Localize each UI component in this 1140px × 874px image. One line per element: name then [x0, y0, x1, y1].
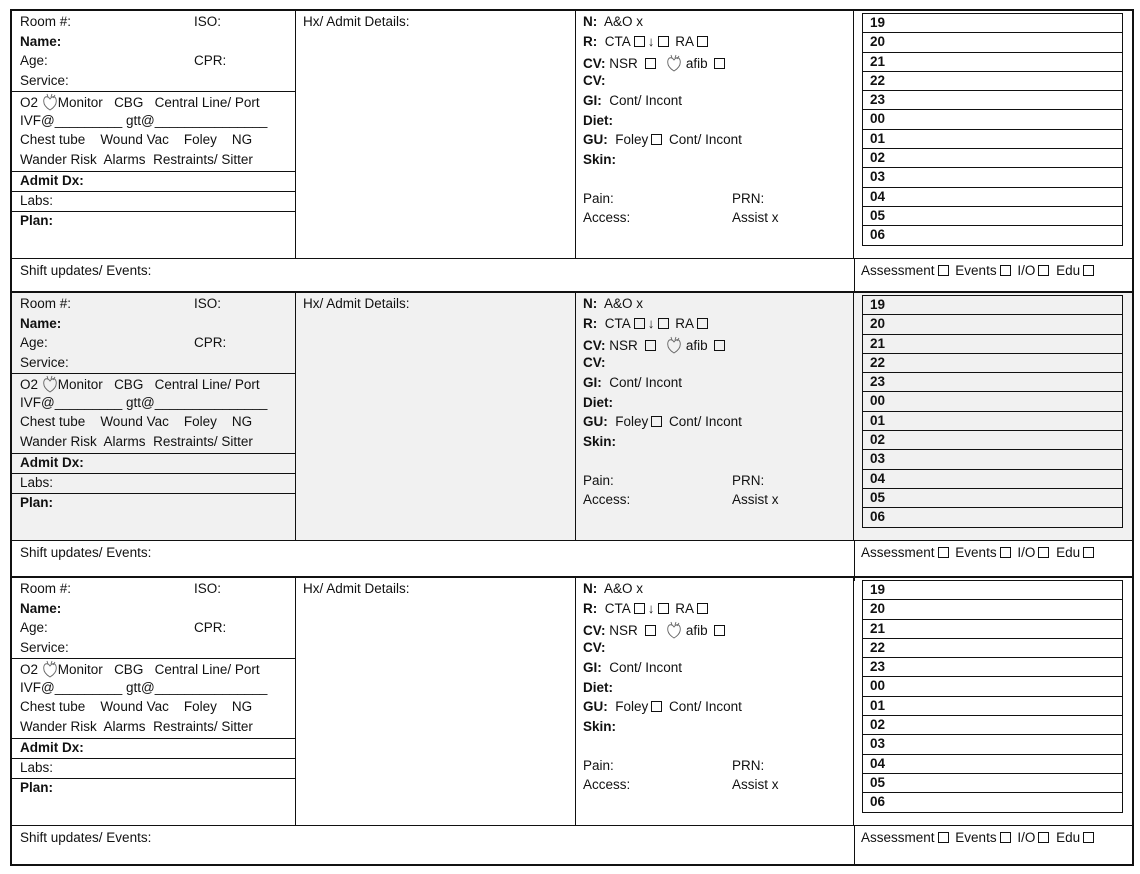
- access-label[interactable]: Access:: [583, 777, 631, 792]
- afib-checkbox[interactable]: [714, 625, 725, 636]
- plan-label[interactable]: Plan:: [20, 780, 54, 795]
- io-label: I/O: [1017, 263, 1036, 278]
- cta-label: CTA: [604, 601, 631, 616]
- wound-vac-label[interactable]: Wound Vac: [100, 132, 169, 147]
- down-arrow-icon: ↓: [647, 601, 655, 616]
- devices-row-4: [20, 719, 253, 735]
- age-label[interactable]: Age:: [20, 620, 48, 635]
- history-column[interactable]: [296, 293, 576, 540]
- cpr-label[interactable]: CPR:: [194, 335, 227, 350]
- gi-label: GI:: [583, 375, 602, 390]
- assessment-label: Assessment: [861, 263, 935, 278]
- patient-block-1: [12, 11, 1132, 293]
- ra-label: RA: [675, 316, 695, 331]
- shift-updates-label[interactable]: Shift updates/ Events:: [20, 545, 152, 560]
- plan-label[interactable]: Plan:: [20, 213, 54, 228]
- assist-label[interactable]: Assist x: [732, 210, 779, 225]
- hour-row-05[interactable]: 05: [862, 774, 1123, 793]
- devices-row-2: [20, 395, 267, 411]
- hour-row-01[interactable]: 01: [862, 412, 1123, 431]
- cpr-label[interactable]: CPR:: [194, 53, 227, 68]
- restraints-label[interactable]: Restraints/ Sitter: [153, 434, 253, 449]
- patient-info-column: [12, 11, 296, 258]
- divider: [854, 541, 855, 581]
- room-label[interactable]: Room #:: [20, 14, 72, 29]
- pain-label[interactable]: Pain:: [583, 191, 614, 206]
- hour-row-02[interactable]: 02: [862, 431, 1123, 450]
- divider: [12, 373, 295, 374]
- monitor-label[interactable]: Monitor: [57, 662, 103, 677]
- cpr-label[interactable]: CPR:: [194, 620, 227, 635]
- cta-checkbox[interactable]: [634, 603, 645, 614]
- divider: [854, 826, 855, 866]
- labs-label[interactable]: Labs:: [20, 193, 54, 208]
- central-line-label[interactable]: Central Line/ Port: [154, 377, 260, 392]
- afib-checkbox[interactable]: [714, 340, 725, 351]
- restraints-label[interactable]: Restraints/ Sitter: [153, 152, 253, 167]
- hour-row-01[interactable]: 01: [862, 130, 1123, 149]
- hour-row-06[interactable]: 06: [862, 508, 1123, 527]
- shift-checklist: [861, 263, 1097, 279]
- hour-row-23[interactable]: 23: [862, 373, 1123, 392]
- assist-label[interactable]: Assist x: [732, 492, 779, 507]
- service-label[interactable]: Service:: [20, 355, 69, 370]
- gu-foley-checkbox[interactable]: [651, 416, 662, 427]
- prn-label[interactable]: PRN:: [732, 473, 765, 488]
- ra-checkbox[interactable]: [697, 318, 708, 329]
- r-label: R:: [583, 316, 598, 331]
- patient-block-3: [12, 578, 1132, 864]
- divider: [12, 171, 295, 172]
- events-label: Events: [955, 545, 997, 560]
- patient-block-2: [12, 293, 1132, 578]
- hour-row-05[interactable]: 05: [862, 207, 1123, 226]
- hx-admit-details-label: Hx/ Admit Details:: [303, 296, 410, 311]
- gi-value[interactable]: Cont/ Incont: [609, 93, 683, 108]
- divider: [12, 191, 295, 192]
- restraints-label[interactable]: Restraints/ Sitter: [153, 719, 253, 734]
- chest-tube-label[interactable]: Chest tube: [20, 699, 86, 714]
- devices-row-2: [20, 680, 267, 696]
- labs-label[interactable]: Labs:: [20, 475, 54, 490]
- age-label[interactable]: Age:: [20, 335, 48, 350]
- hour-row-01[interactable]: 01: [862, 697, 1123, 716]
- cbg-label[interactable]: CBG: [114, 95, 144, 110]
- admit-dx-label[interactable]: Admit Dx:: [20, 173, 84, 188]
- gu-cont-value[interactable]: Cont/ Incont: [669, 414, 742, 429]
- hour-row-04[interactable]: 04: [862, 755, 1123, 774]
- hour-row-20[interactable]: 20: [862, 315, 1123, 334]
- heart-icon: [666, 621, 682, 639]
- assist-label[interactable]: Assist x: [732, 777, 779, 792]
- skin-label: Skin:: [583, 719, 617, 734]
- foley-label[interactable]: Foley: [183, 699, 217, 714]
- heart-icon: [42, 93, 58, 111]
- hour-row-03[interactable]: 03: [862, 450, 1123, 469]
- devices-row-3: [20, 699, 252, 715]
- ng-label[interactable]: NG: [231, 414, 253, 429]
- cta-checkbox[interactable]: [634, 318, 645, 329]
- gtt-field[interactable]: gtt@_______________: [126, 680, 268, 695]
- hour-row-04[interactable]: 04: [862, 188, 1123, 207]
- hour-row-00[interactable]: 00: [862, 110, 1123, 129]
- devices-row-1: [20, 93, 260, 111]
- iso-label[interactable]: ISO:: [194, 14, 222, 29]
- nursing-report-sheet: [10, 9, 1134, 866]
- central-line-label[interactable]: Central Line/ Port: [154, 95, 260, 110]
- devices-row-1: [20, 375, 260, 393]
- divider: [12, 211, 295, 212]
- gtt-field[interactable]: gtt@_______________: [126, 113, 268, 128]
- monitor-label[interactable]: Monitor: [57, 377, 103, 392]
- hourly-table: [862, 295, 1123, 528]
- history-column[interactable]: [296, 11, 576, 258]
- hour-row-00[interactable]: 00: [862, 392, 1123, 411]
- assessment-column: [576, 293, 854, 540]
- hour-row-02[interactable]: 02: [862, 149, 1123, 168]
- divider: [12, 778, 295, 779]
- wound-vac-label[interactable]: Wound Vac: [100, 414, 169, 429]
- cbg-label[interactable]: CBG: [114, 377, 144, 392]
- devices-row-2: [20, 113, 267, 129]
- prn-label[interactable]: PRN:: [732, 191, 765, 206]
- skin-label: Skin:: [583, 152, 617, 167]
- gi-label: GI:: [583, 660, 602, 675]
- o2-label[interactable]: O2: [20, 95, 39, 110]
- patient-info-column: [12, 293, 296, 540]
- gi-value[interactable]: Cont/ Incont: [609, 660, 683, 675]
- hour-row-06[interactable]: 06: [862, 226, 1123, 245]
- shift-checklist: [861, 830, 1097, 846]
- pain-label[interactable]: Pain:: [583, 473, 614, 488]
- prn-label[interactable]: PRN:: [732, 758, 765, 773]
- afib-label: afib: [685, 338, 708, 353]
- divider: [12, 738, 295, 739]
- io-label: I/O: [1017, 545, 1036, 560]
- hour-row-22[interactable]: 22: [862, 354, 1123, 373]
- ra-label: RA: [675, 601, 695, 616]
- events-checkbox[interactable]: [1000, 547, 1011, 558]
- hour-row-02[interactable]: 02: [862, 716, 1123, 735]
- wander-risk-label[interactable]: Wander Risk: [20, 152, 97, 167]
- a-and-o-field[interactable]: A&O x: [604, 14, 644, 29]
- gu-cont-value[interactable]: Cont/ Incont: [669, 699, 742, 714]
- hx-admit-details-label: Hx/ Admit Details:: [303, 14, 410, 29]
- labs-label[interactable]: Labs:: [20, 760, 54, 775]
- room-label[interactable]: Room #:: [20, 296, 72, 311]
- cbg-label[interactable]: CBG: [114, 662, 144, 677]
- history-column[interactable]: [296, 578, 576, 825]
- ivf-field[interactable]: IVF@_________: [20, 395, 123, 410]
- cta-checkbox[interactable]: [634, 36, 645, 47]
- iso-label[interactable]: ISO:: [194, 296, 222, 311]
- edu-checkbox[interactable]: [1083, 547, 1094, 558]
- ra-checkbox[interactable]: [697, 603, 708, 614]
- chest-tube-label[interactable]: Chest tube: [20, 132, 86, 147]
- edu-checkbox[interactable]: [1083, 832, 1094, 843]
- hour-row-21[interactable]: 21: [862, 335, 1123, 354]
- shift-checklist: [861, 545, 1097, 561]
- cv2-label: CV:: [583, 640, 606, 655]
- nsr-label: NSR: [609, 338, 638, 353]
- edu-label: Edu: [1056, 545, 1081, 560]
- hourly-column: [854, 578, 1132, 825]
- n-label: N:: [583, 581, 598, 596]
- nsr-label: NSR: [609, 56, 638, 71]
- events-checkbox[interactable]: [1000, 265, 1011, 276]
- hour-row-19[interactable]: 19: [862, 13, 1123, 33]
- gu-foley-checkbox[interactable]: [651, 701, 662, 712]
- patient-info-column: [12, 578, 296, 825]
- access-label[interactable]: Access:: [583, 210, 631, 225]
- monitor-label[interactable]: Monitor: [57, 95, 103, 110]
- a-and-o-field[interactable]: A&O x: [604, 296, 644, 311]
- devices-row-4: [20, 152, 253, 168]
- divider: [12, 658, 295, 659]
- io-checkbox[interactable]: [1038, 547, 1049, 558]
- gu-cont-value[interactable]: Cont/ Incont: [669, 132, 742, 147]
- heart-icon: [42, 375, 58, 393]
- alarms-label[interactable]: Alarms: [103, 434, 146, 449]
- heart-icon: [42, 660, 58, 678]
- gu-foley-label: Foley: [615, 132, 649, 147]
- gtt-field[interactable]: gtt@_______________: [126, 395, 268, 410]
- nsr-label: NSR: [609, 623, 638, 638]
- hourly-table: [862, 13, 1123, 246]
- cv2-label: CV:: [583, 355, 606, 370]
- cv-label: CV:: [583, 56, 606, 71]
- ivf-field[interactable]: IVF@_________: [20, 113, 123, 128]
- iso-label[interactable]: ISO:: [194, 581, 222, 596]
- heart-icon: [666, 54, 682, 72]
- hour-row-21[interactable]: 21: [862, 620, 1123, 639]
- name-label[interactable]: Name:: [20, 34, 62, 49]
- central-line-label[interactable]: Central Line/ Port: [154, 662, 260, 677]
- io-checkbox[interactable]: [1038, 832, 1049, 843]
- cv2-label: CV:: [583, 73, 606, 88]
- cv-label: CV:: [583, 338, 606, 353]
- gu-foley-label: Foley: [615, 414, 649, 429]
- gu-foley-label: Foley: [615, 699, 649, 714]
- hour-row-19[interactable]: 19: [862, 295, 1123, 315]
- hour-row-19[interactable]: 19: [862, 580, 1123, 600]
- foley-label[interactable]: Foley: [183, 414, 217, 429]
- io-label: I/O: [1017, 830, 1036, 845]
- service-label[interactable]: Service:: [20, 73, 69, 88]
- hour-row-06[interactable]: 06: [862, 793, 1123, 812]
- events-checkbox[interactable]: [1000, 832, 1011, 843]
- alarms-label[interactable]: Alarms: [103, 152, 146, 167]
- hour-row-04[interactable]: 04: [862, 470, 1123, 489]
- edu-label: Edu: [1056, 263, 1081, 278]
- nsr-checkbox[interactable]: [645, 340, 656, 351]
- ra-label: RA: [675, 34, 695, 49]
- heart-icon: [666, 336, 682, 354]
- hour-row-20[interactable]: 20: [862, 600, 1123, 619]
- room-label[interactable]: Room #:: [20, 581, 72, 596]
- hx-admit-details-label: Hx/ Admit Details:: [303, 581, 410, 596]
- assessment-label: Assessment: [861, 545, 935, 560]
- hour-row-03[interactable]: 03: [862, 735, 1123, 754]
- afib-label: afib: [685, 56, 708, 71]
- nsr-checkbox[interactable]: [645, 625, 656, 636]
- gu-label: GU:: [583, 414, 608, 429]
- r-label: R:: [583, 34, 598, 49]
- afib-label: afib: [685, 623, 708, 638]
- hour-row-22[interactable]: 22: [862, 639, 1123, 658]
- a-and-o-field[interactable]: A&O x: [604, 581, 644, 596]
- diminished-checkbox[interactable]: [658, 36, 669, 47]
- wound-vac-label[interactable]: Wound Vac: [100, 699, 169, 714]
- divider: [12, 91, 295, 92]
- assessment-label: Assessment: [861, 830, 935, 845]
- foley-label[interactable]: Foley: [183, 132, 217, 147]
- hour-row-23[interactable]: 23: [862, 658, 1123, 677]
- hour-row-23[interactable]: 23: [862, 91, 1123, 110]
- admit-dx-label[interactable]: Admit Dx:: [20, 455, 84, 470]
- n-label: N:: [583, 14, 598, 29]
- cta-label: CTA: [604, 34, 631, 49]
- hourly-table: [862, 580, 1123, 813]
- service-label[interactable]: Service:: [20, 640, 69, 655]
- ng-label[interactable]: NG: [231, 132, 253, 147]
- devices-row-3: [20, 414, 252, 430]
- ivf-field[interactable]: IVF@_________: [20, 680, 123, 695]
- hourly-column: [854, 11, 1132, 258]
- hour-row-05[interactable]: 05: [862, 489, 1123, 508]
- diet-label: Diet:: [583, 113, 613, 128]
- ng-label[interactable]: NG: [231, 699, 253, 714]
- cta-label: CTA: [604, 316, 631, 331]
- divider: [12, 758, 295, 759]
- wander-risk-label[interactable]: Wander Risk: [20, 434, 97, 449]
- diminished-checkbox[interactable]: [658, 603, 669, 614]
- gu-label: GU:: [583, 132, 608, 147]
- edu-checkbox[interactable]: [1083, 265, 1094, 276]
- afib-checkbox[interactable]: [714, 58, 725, 69]
- admit-dx-label[interactable]: Admit Dx:: [20, 740, 84, 755]
- divider: [12, 473, 295, 474]
- divider: [12, 493, 295, 494]
- o2-label[interactable]: O2: [20, 377, 39, 392]
- cv-label: CV:: [583, 623, 606, 638]
- name-label[interactable]: Name:: [20, 601, 62, 616]
- gu-foley-checkbox[interactable]: [651, 134, 662, 145]
- hour-row-00[interactable]: 00: [862, 677, 1123, 696]
- hour-row-03[interactable]: 03: [862, 168, 1123, 187]
- shift-updates-label[interactable]: Shift updates/ Events:: [20, 830, 152, 845]
- down-arrow-icon: ↓: [647, 316, 655, 331]
- hourly-column: [854, 293, 1132, 540]
- assessment-checkbox[interactable]: [938, 547, 949, 558]
- ra-checkbox[interactable]: [697, 36, 708, 47]
- hour-row-20[interactable]: 20: [862, 33, 1123, 52]
- pain-label[interactable]: Pain:: [583, 758, 614, 773]
- edu-label: Edu: [1056, 830, 1081, 845]
- events-label: Events: [955, 263, 997, 278]
- age-label[interactable]: Age:: [20, 53, 48, 68]
- chest-tube-label[interactable]: Chest tube: [20, 414, 86, 429]
- access-label[interactable]: Access:: [583, 492, 631, 507]
- r-label: R:: [583, 601, 598, 616]
- gu-label: GU:: [583, 699, 608, 714]
- devices-row-3: [20, 132, 252, 148]
- io-checkbox[interactable]: [1038, 265, 1049, 276]
- diet-label: Diet:: [583, 395, 613, 410]
- assessment-column: [576, 11, 854, 258]
- diminished-checkbox[interactable]: [658, 318, 669, 329]
- wander-risk-label[interactable]: Wander Risk: [20, 719, 97, 734]
- down-arrow-icon: ↓: [647, 34, 655, 49]
- events-label: Events: [955, 830, 997, 845]
- alarms-label[interactable]: Alarms: [103, 719, 146, 734]
- assessment-checkbox[interactable]: [938, 832, 949, 843]
- devices-row-1: [20, 660, 260, 678]
- nsr-checkbox[interactable]: [645, 58, 656, 69]
- assessment-checkbox[interactable]: [938, 265, 949, 276]
- name-label[interactable]: Name:: [20, 316, 62, 331]
- devices-row-4: [20, 434, 253, 450]
- gi-value[interactable]: Cont/ Incont: [609, 375, 683, 390]
- skin-label: Skin:: [583, 434, 617, 449]
- n-label: N:: [583, 296, 598, 311]
- o2-label[interactable]: O2: [20, 662, 39, 677]
- assessment-column: [576, 578, 854, 825]
- diet-label: Diet:: [583, 680, 613, 695]
- plan-label[interactable]: Plan:: [20, 495, 54, 510]
- gi-label: GI:: [583, 93, 602, 108]
- shift-updates-label[interactable]: Shift updates/ Events:: [20, 263, 152, 278]
- hour-row-22[interactable]: 22: [862, 72, 1123, 91]
- divider: [12, 453, 295, 454]
- hour-row-21[interactable]: 21: [862, 53, 1123, 72]
